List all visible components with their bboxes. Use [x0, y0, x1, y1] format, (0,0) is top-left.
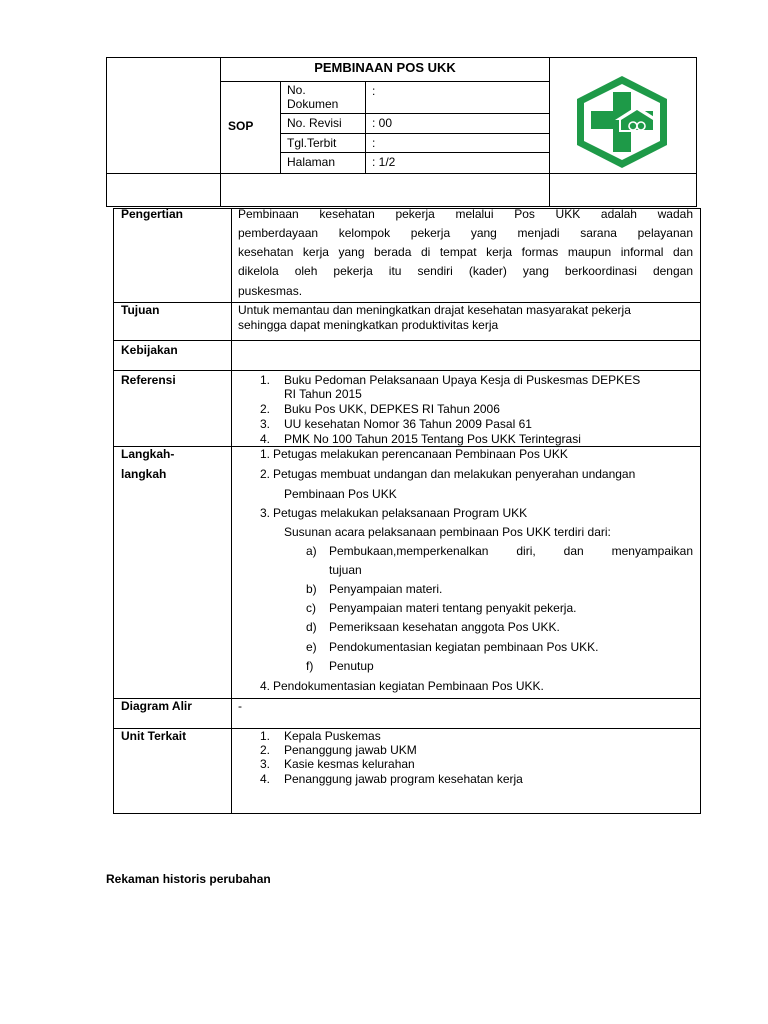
- langkah-step: Petugas melakukan perencanaan Pembinaan Pos UKK: [273, 447, 568, 461]
- subitem-text: Pembukaan,memperkenalkan diri, dan menyampaikan: [329, 544, 693, 558]
- field-value-no-dokumen: :: [372, 84, 376, 98]
- langkah-num: 1.: [260, 447, 271, 461]
- sop-label: SOP: [228, 119, 254, 133]
- pengertian-line: dikelola oleh pekerja itu sendiri (kader) yang berkoordinasi dengan: [238, 264, 693, 278]
- field-label-no-revisi: No. Revisi: [287, 116, 342, 130]
- pengertian-line: pemberdayaan kelompok pekerja yang menjadi sarana pelayanan: [238, 226, 693, 240]
- label-tujuan: Tujuan: [121, 303, 160, 317]
- langkah-step: Pendokumentasian kegiatan Pembinaan Pos UKK.: [273, 679, 544, 693]
- referensi-item: PMK No 100 Tahun 2015 Tentang Pos UKK Terintegrasi: [284, 432, 581, 446]
- field-label-halaman: Halaman: [287, 155, 336, 169]
- langkah-step: Petugas melakukan pelaksanaan Program UKK: [273, 506, 528, 520]
- unit-item: Kasie kesmas kelurahan: [284, 757, 415, 771]
- subitem-cont: tujuan: [329, 563, 362, 577]
- label-langkah: langkah: [121, 467, 167, 481]
- unit-num: 3.: [260, 757, 271, 771]
- label-unit-terkait: Unit Terkait: [121, 729, 187, 743]
- subitem-letter: f): [306, 659, 314, 673]
- unit-item: Penanggung jawab program kesehatan kerja: [284, 772, 523, 786]
- rekaman-historis-heading: Rekaman historis perubahan: [106, 872, 271, 886]
- referensi-item: Buku Pos UKK, DEPKES RI Tahun 2006: [284, 402, 500, 416]
- label-langkah: Langkah-: [121, 447, 175, 461]
- field-label-no-dokumen: No. Dokumen: [287, 83, 339, 111]
- unit-num: 2.: [260, 743, 271, 757]
- document-title: PEMBINAAN POS UKK: [314, 60, 456, 75]
- langkah-step: Petugas membuat undangan dan melakukan penyerahan undangan: [273, 467, 636, 481]
- subitem-letter: c): [306, 601, 316, 615]
- referensi-num: 2.: [260, 402, 271, 416]
- field-label-tgl-terbit: Tgl.Terbit: [287, 136, 337, 150]
- field-value-halaman: : 1/2: [372, 155, 396, 169]
- subitem-text: Penyampaian materi.: [329, 582, 443, 596]
- unit-num: 1.: [260, 729, 271, 743]
- puskesmas-logo-icon: [571, 74, 673, 170]
- subitem-text: Penutup: [329, 659, 374, 673]
- referensi-num: 1.: [260, 373, 271, 387]
- langkah-num: 3.: [260, 506, 271, 520]
- label-kebijakan: Kebijakan: [121, 343, 178, 357]
- subitem-letter: a): [306, 544, 317, 558]
- referensi-num: 4.: [260, 432, 271, 446]
- pengertian-line: puskesmas.: [238, 284, 303, 298]
- langkah-num: 2.: [260, 467, 271, 481]
- referensi-item: Buku Pedoman Pelaksanaan Upaya Kesja di Puskesmas DEPKES: [284, 373, 641, 387]
- pengertian-line: kesehatan kerja yang berada di tempat kerja formas maupun informal dan: [238, 245, 693, 259]
- unit-num: 4.: [260, 772, 271, 786]
- diagram-alir-value: -: [238, 699, 242, 713]
- referensi-item: UU kesehatan Nomor 36 Tahun 2009 Pasal 61: [284, 417, 532, 431]
- unit-item: Penanggung jawab UKM: [284, 743, 417, 757]
- label-diagram-alir: Diagram Alir: [121, 699, 192, 713]
- pengertian-line: Pembinaan kesehatan pekerja melalui Pos UKK adalah wadah: [238, 207, 693, 221]
- label-pengertian: Pengertian: [121, 207, 184, 221]
- field-value-no-revisi: : 00: [372, 116, 393, 130]
- field-value-tgl-terbit: :: [372, 136, 376, 150]
- tujuan-line: sehingga dapat meningkatkan produktivitas kerja: [238, 318, 499, 332]
- referensi-item: RI Tahun 2015: [284, 387, 362, 401]
- langkah-num: 4.: [260, 679, 271, 693]
- subitem-letter: d): [306, 620, 317, 634]
- subitem-letter: e): [306, 640, 317, 654]
- langkah-step-cont: Pembinaan Pos UKK: [284, 487, 397, 501]
- unit-item: Kepala Puskemas: [284, 729, 381, 743]
- subitem-letter: b): [306, 582, 317, 596]
- langkah-step-cont: Susunan acara pelaksanaan pembinaan Pos UKK terdiri dari:: [284, 525, 611, 539]
- label-referensi: Referensi: [121, 373, 176, 387]
- subitem-text: Pemeriksaan kesehatan anggota Pos UKK.: [329, 620, 560, 634]
- tujuan-line: Untuk memantau dan meningkatkan drajat kesehatan masyarakat pekerja: [238, 303, 631, 317]
- subitem-text: Pendokumentasian kegiatan pembinaan Pos UKK.: [329, 640, 599, 654]
- subitem-text: Penyampaian materi tentang penyakit pekerja.: [329, 601, 577, 615]
- referensi-num: 3.: [260, 417, 271, 431]
